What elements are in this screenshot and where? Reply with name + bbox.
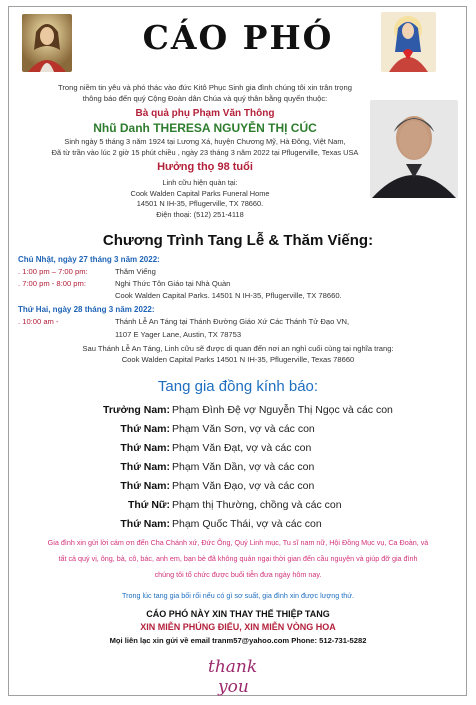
family-member: Phạm Văn Sơn, vợ và các con <box>172 423 315 435</box>
funeral-home-address: 14501 N IH-35, Pflugerville, TX 78660. <box>136 199 264 209</box>
family-role: Thứ Nam: <box>120 480 170 492</box>
day2-time1: . 10:00 am - <box>18 317 59 326</box>
intro-line-2: thông báo đến quý Cộng Đoàn dân Chúa và quý thân bằng quyến thuộc: <box>82 94 328 103</box>
day1-time2: . 7:00 pm - 8:00 pm: <box>18 279 86 288</box>
birth-info: Sinh ngày 5 tháng 3 năm 1924 tại Lương Xá, huyện Chương Mỹ, Hà Đông, Việt Nam, <box>64 137 346 146</box>
day2-label: Thứ Hai, ngày 28 tháng 3 năm 2022: <box>18 305 155 314</box>
day1-desc2-address: Cook Walden Capital Parks. 14501 N IH-35, Pflugerville, TX 78660. <box>115 291 342 300</box>
thanks-line-2: tất cả quý vị, ông, bà, cô, bác, anh em, bạn bè đã không quản ngại thời gian đến cầu nguyện và giúp đỡ gia đình <box>58 554 418 563</box>
funeral-home-phone: Điện thoại: (512) 251-4118 <box>156 209 244 219</box>
thanks-line-3: chúng tôi tổ chức được buổi tiễn đưa ngày hôm nay. <box>154 570 322 579</box>
intro-text <box>20 82 390 104</box>
svg-text:you: you <box>218 677 249 697</box>
deceased-name: Bà quả phụ Phạm Văn Thông <box>135 108 275 119</box>
funeral-home-name: Cook Walden Capital Parks Funeral Home <box>130 188 270 198</box>
day1-desc1: Thăm Viếng <box>115 267 156 276</box>
page-title: CÁO PHÓ <box>142 18 334 57</box>
family-role: Thứ Nam: <box>120 442 170 454</box>
schedule-heading: Chương Trình Tang Lễ & Thăm Viếng: <box>102 232 374 249</box>
family-member: Phạm thị Thường, chồng và các con <box>172 499 342 511</box>
thank-you-signature <box>200 652 260 698</box>
contact-line: Mọi liên lạc xin gửi về email tranm57@yahoo.com Phone: 512-731-5282 <box>109 636 367 645</box>
family-member: Phạm Văn Đạt, vợ và các con <box>172 442 312 454</box>
family-role: Thứ Nữ: <box>127 499 170 511</box>
deceased-block <box>10 108 400 173</box>
day1-desc2: Nghi Thức Tôn Giáo tại Nhà Quàn <box>115 279 231 288</box>
day2-burial-note: Sau Thánh Lễ An Táng, Linh cữu sẽ được di quan đến nơi an nghỉ cuối cùng tại nghĩa trang: <box>82 344 394 353</box>
family-role: Trưởng Nam: <box>103 404 170 416</box>
day2-desc1-address: 1107 E Yager Lane, Austin, TX 78753 <box>115 330 242 339</box>
day2-desc1: Thánh Lễ An Táng tại Thánh Đường Giáo Xứ Các Thánh Tử Đạo VN, <box>115 317 350 326</box>
family-member: Phạm Văn Đạo, vợ và các con <box>172 480 315 492</box>
family-member: Phạm Văn Dần, vợ và các con <box>172 461 315 473</box>
day2-cemetery-address: Cook Walden Capital Parks 14501 N IH-35, Pflugerville, Texas 78660 <box>121 355 355 364</box>
location-block <box>100 178 300 220</box>
family-role: Thứ Nam: <box>120 461 170 473</box>
family-role: Thứ Nam: <box>120 518 170 530</box>
saint-name: Nhũ Danh THERESA NGUYỄN THỊ CÚC <box>93 121 317 135</box>
death-info: Đã từ trần vào lúc 2 giờ 15 phút chiều , ngày 23 tháng 3 năm 2022 tại Pflugerville, Texas USA <box>51 147 359 157</box>
age-info: Hưởng thọ 98 tuổi <box>157 161 253 174</box>
thanks-text <box>10 535 466 583</box>
location-label: Linh cữu hiện quàn tại: <box>162 178 238 187</box>
intro-line-1: Trong niềm tin yêu và phó thác vào đức Kitô Phục Sinh gia đình chúng tôi xin trân trọng <box>58 83 352 92</box>
closing-line-1: CÁO PHÓ NÀY XIN THAY THẾ THIỆP TANG <box>146 609 330 619</box>
apology-text: Trong lúc tang gia bối rối nếu có gì sơ suất, gia đình xin được lượng thứ. <box>121 591 355 600</box>
family-member: Phạm Quốc Thái, vợ và các con <box>172 518 322 530</box>
family-role: Thứ Nam: <box>120 423 170 435</box>
day1-time1: . 1:00 pm – 7:00 pm: <box>18 267 88 276</box>
svg-text:thank: thank <box>208 657 258 677</box>
family-heading: Tang gia đồng kính báo: <box>157 378 319 395</box>
closing-line-2: XIN MIỄN PHÚNG ĐIẾU, XIN MIỄN VÒNG HOA <box>140 622 336 632</box>
day1-label: Chủ Nhật, ngày 27 tháng 3 năm 2022: <box>18 255 160 264</box>
family-member: Phạm Đình Đệ vợ Nguyễn Thị Ngọc và các con <box>172 404 393 416</box>
portrait-photo <box>370 100 458 198</box>
thanks-line-1: Gia đình xin gửi lời cám ơn đến Cha Chánh xứ, Đức Ông, Quý Linh mục, Tu sĩ nam nữ, Hội Đồng Mục vụ, Ca Đoàn, và <box>47 538 429 547</box>
